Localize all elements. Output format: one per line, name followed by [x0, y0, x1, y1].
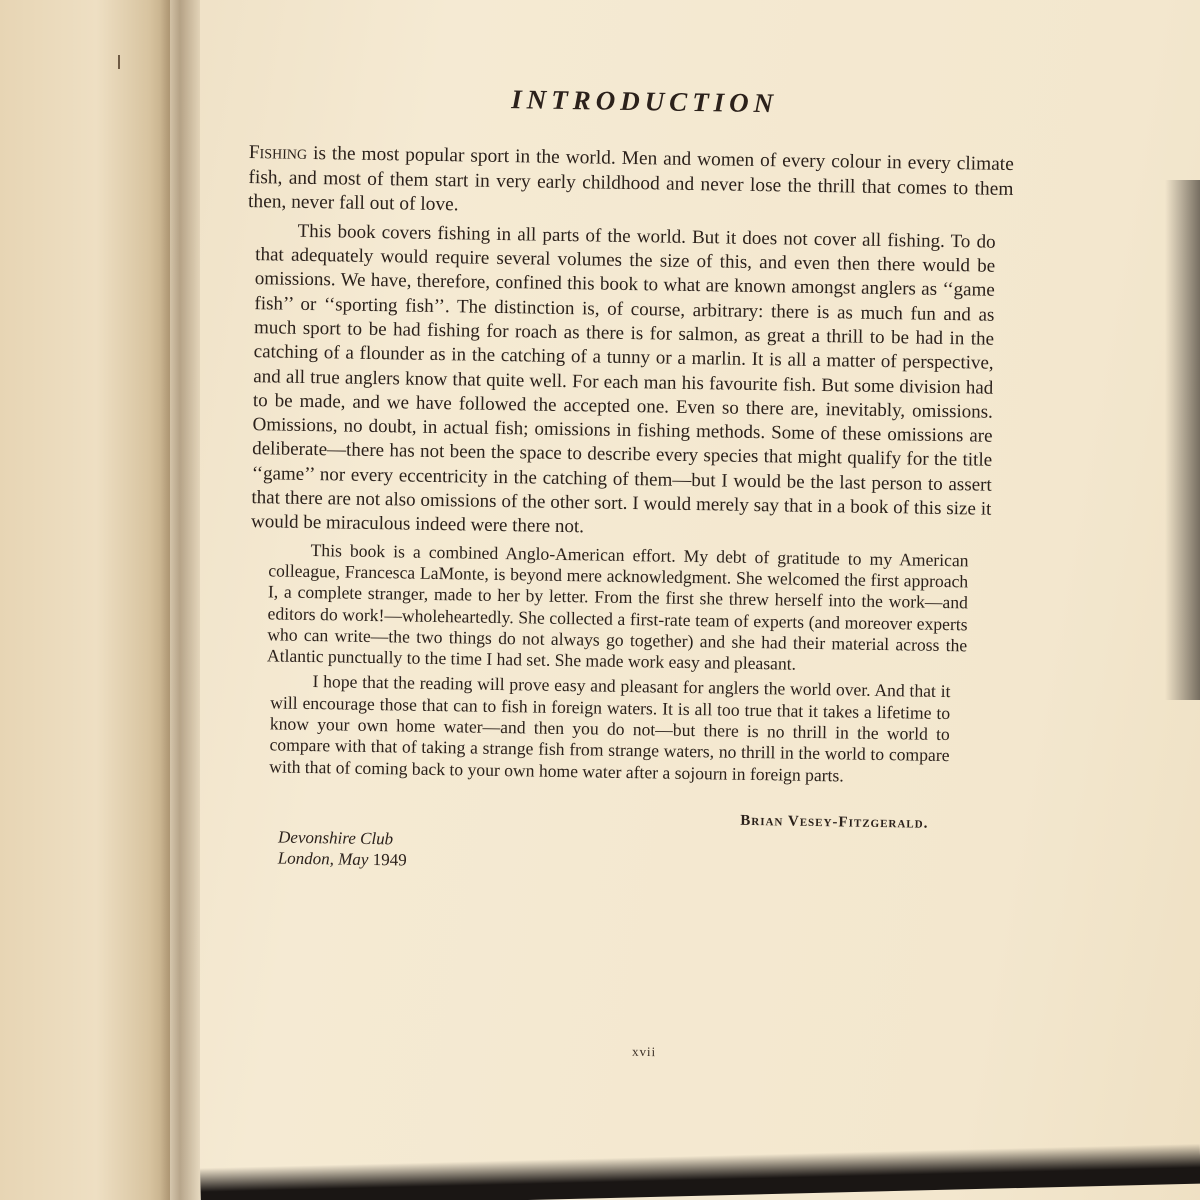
author-signature: Brian Vesey-Fitzgerald. [740, 812, 929, 832]
paragraph-2: This book covers fishing in all parts of the world. But it does not cover all fishing. To do that adequately would require several volumes the size of this, and even then there would be omissions. We have, therefore, confined this book to what are known amongst anglers as ‘‘game fish’’ or ‘‘sporting fish’’. The distinction is, of course, arbitrary: there is as much fun and as much sport to be had fishing for roach as there is for salmon, as great a thrill to be had in the catching of a flounder as in the catching of a tunny or a marlin. It is all a matter of perspective, and all true anglers know that quite well. For each man his favourite fish. But some division had to be made, and we have followed the accepted one. Even so there are, inevitably, omissions. Omissions, no doubt, in actual fish; omissions in fishing methods. Some of these omissions are deliberate—there has not been the space to describe every species that might qualify for the title ‘‘game’’ nor every eccentricity in the catching of them—but I would be the last person to assert that there are not also omissions of the other sort. I would merely say that in a book of this size it would be miraculous indeed were there not. [250, 220, 996, 538]
paragraph-3: This book is a combined Anglo-American effort. My debt of gratitude to my American colleague, Francesca LaMonte, is beyond mere acknowledgment. She welcomed the first approach I, a complete stranger, made to her by letter. From the first she threw herself into the work—and editors do work!—wholeheartedly. She collected a first-rate team of experts (and moreover experts who can write—the two things do not always go together) and she had their material across the Atlantic punctually to the time I had set. She made work easy and pleasant. [266, 539, 969, 674]
page-number: xvii [631, 1043, 657, 1060]
background-shadow [1165, 180, 1200, 700]
paragraph-4: I hope that the reading will prove easy and pleasant for anglers the world over. And that it will encourage those that can to fish in foreign waters. It is all too true that it takes a lifetime to know your own home water—and then you do not—but there is no thrill in the world to compare with that of taking a strange fish from strange waters, no thrill in the world to compare with that of coming back to your own home water after a sojourn in foreign parts. [269, 671, 951, 786]
left-page [0, 0, 175, 1200]
book-gutter [160, 0, 200, 1200]
year: 1949 [372, 849, 407, 870]
page-text [238, 80, 1030, 880]
place-line-2-text: London, May [277, 848, 369, 869]
lead-word: Fishing [248, 141, 308, 164]
paragraph-1 [248, 141, 1014, 227]
page-heading: INTRODUCTION [510, 84, 779, 119]
paragraph-1-text: is the most popular sport in the world. Men and women of every colour in every climate fish, and most of them start in very early childhood and never lose the thrill that comes to them then, never fall out of love. [247, 142, 1014, 216]
place-line-1: Devonshire Club [277, 827, 394, 849]
